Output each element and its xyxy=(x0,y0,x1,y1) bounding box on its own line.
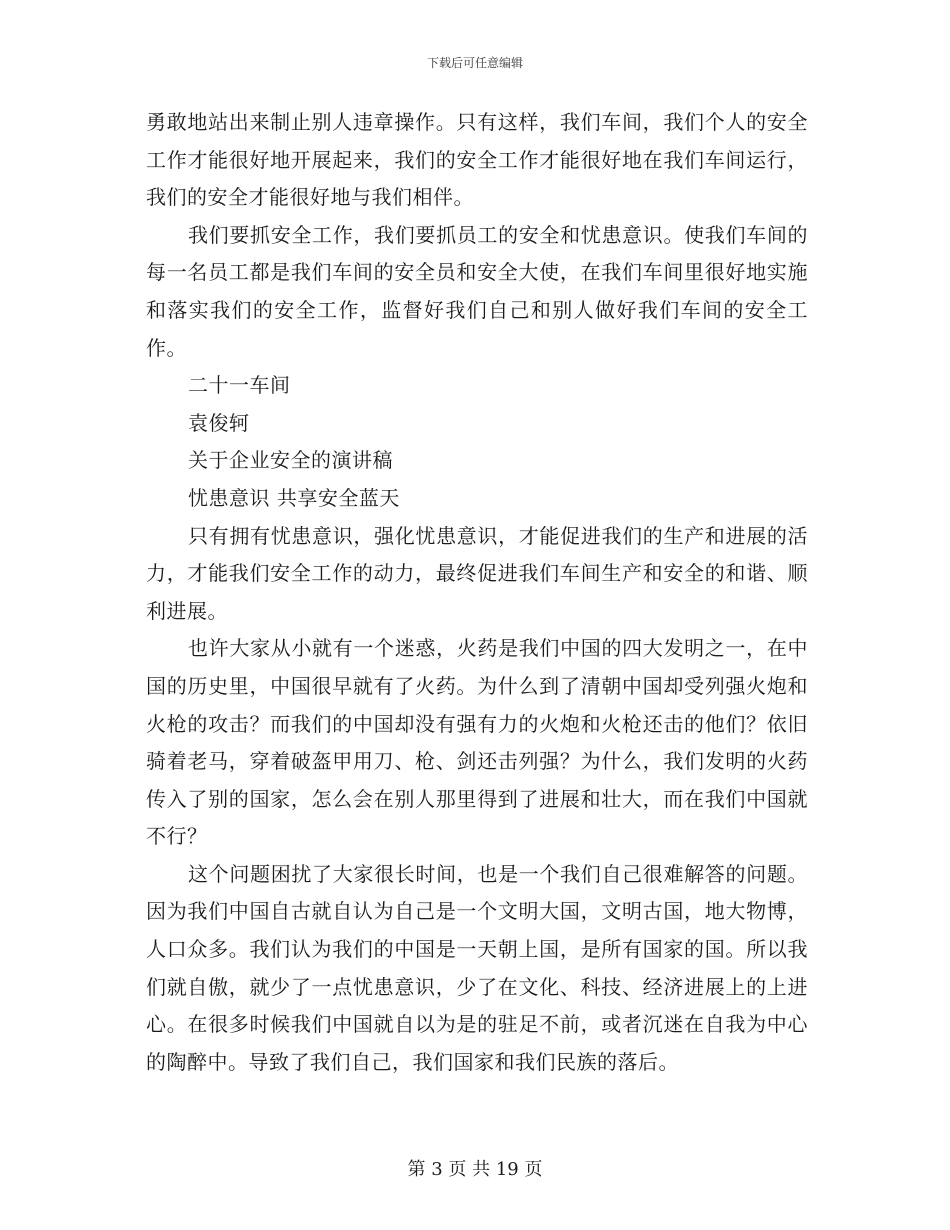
paragraph-continuation: 勇敢地站出来制止别人违章操作。只有这样，我们车间，我们个人的安全工作才能很好地开展起来，我们的安全工作才能很好地在我们车间运行，我们的安全才能很好地与我们相伴。 xyxy=(146,110,808,210)
page-number: 第 3 页 共 19 页 xyxy=(407,1159,543,1180)
speech-title: 关于企业安全的演讲稿 xyxy=(188,448,393,473)
paragraph-safety-awareness: 我们要抓安全工作，我们要抓员工的安全和忧患意识。使我们车间的每一名员工都是我们车间的安全员和安全大使，在我们车间里很好地实施和落实我们的安全工作，监督好我们自己和别人做好我们车间的安全工作。 xyxy=(146,222,808,360)
page-header: 下载后可任意编辑 xyxy=(426,56,523,70)
paragraph-intro: 只有拥有忧患意识，强化忧患意识，才能促进我们的生产和进展的活力，才能我们安全工作的动力，最终促进我们车间生产和安全的和谐、顺利进展。 xyxy=(146,523,808,623)
document-body xyxy=(146,104,808,1081)
author-name: 袁俊轲 xyxy=(188,410,250,435)
speech-subtitle: 忧患意识 共享安全蓝天 xyxy=(188,485,400,510)
paragraph-reflection: 这个问题困扰了大家很长时间，也是一个我们自己很难解答的问题。因为我们中国自古就自认为自己是一个文明大国，文明古国，地大物博，人口众多。我们认为我们的中国是一天朝上国，是所有国家的国。所以我们就自傲，就少了一点忧患意识，少了在文化、科技、经济进展上的上进心。在很多时候我们中国就自以为是的驻足不前，或者沉迷在自我为中心的陶醉中。导致了我们自己，我们国家和我们民族的落后。 xyxy=(146,861,808,1074)
workshop-name: 二十一车间 xyxy=(188,373,291,398)
paragraph-gunpowder: 也许大家从小就有一个迷惑，火药是我们中国的四大发明之一，在中国的历史里，中国很早就有了火药。为什么到了清朝中国却受列强火炮和火枪的攻击？而我们的中国却没有强有力的火炮和火枪还击的他们？依旧骑着老马，穿着破盔甲用刀、枪、剑还击列强？为什么，我们发明的火药传入了别的国家，怎么会在别人那里得到了进展和壮大，而在我们中国就不行？ xyxy=(146,636,808,849)
